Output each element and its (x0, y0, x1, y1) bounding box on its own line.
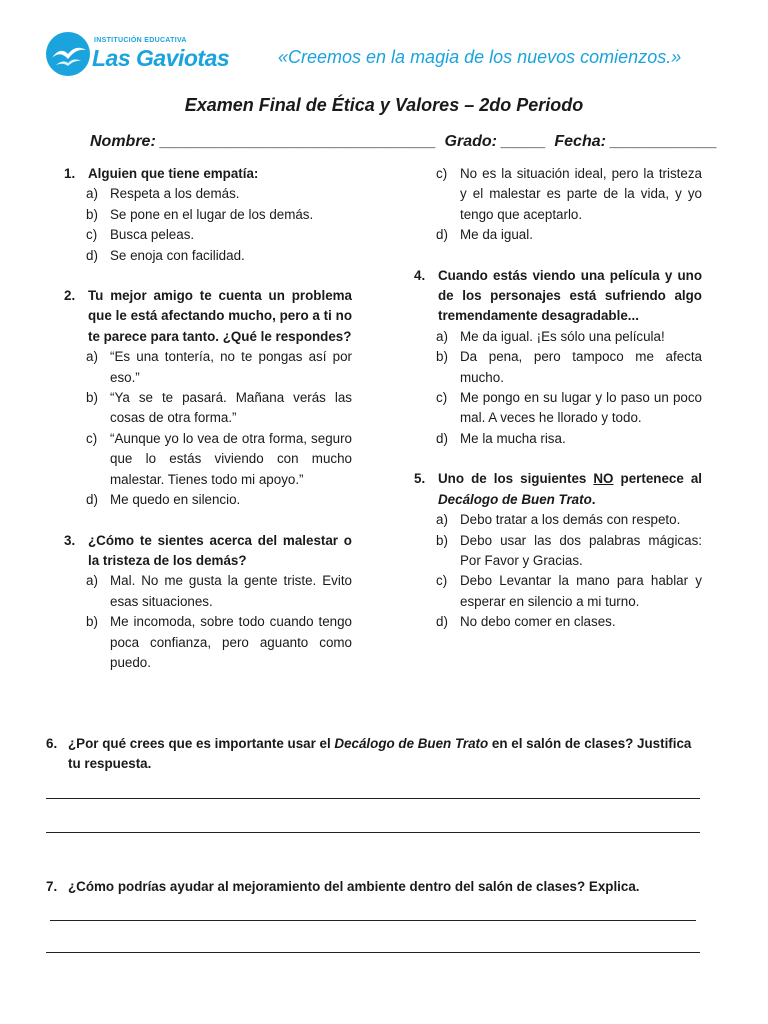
answer-option: c) No es la situación ideal, pero la tristeza y el malestar es parte de la vida, y yo tengo que aceptarlo. (436, 166, 702, 222)
answer-option: d) No debo comer en clases. (436, 614, 616, 630)
grade-field-label: Grado: _____ (444, 133, 546, 150)
question-text: ¿Por qué crees que es importante usar el Decálogo de Buen Trato en el salón de clases? Justifica tu respuesta. (68, 736, 692, 772)
answer-line[interactable] (46, 798, 700, 799)
question-number: 6. (46, 736, 58, 751)
exam-title: Examen Final de Ética y Valores – 2do Periodo (184, 95, 584, 115)
answer-option: b) Debo usar las dos palabras mágicas: Por Favor y Gracias. (436, 532, 702, 568)
answer-option: c) Debo Levantar la mano para hablar y esperar en silencio a mi turno. (436, 573, 702, 609)
question-number: 4. (414, 267, 426, 283)
left-column (64, 164, 352, 673)
question-text: Tu mejor amigo te cuenta un problema que le está afectando mucho, pero a ti no te parece para tanto. ¿Qué le respondes? (88, 288, 352, 344)
answer-option: c) “Aunque yo lo vea de otra forma, seguro que lo estás viviendo con mucho malestar. Tienes todo mi apoyo.” (86, 430, 352, 487)
name-field-label: Nombre: _______________________________ (90, 133, 437, 150)
question-text: ¿Cómo podrías ayudar al mejoramiento del ambiente dentro del salón de clases? Explica. (68, 879, 640, 894)
question-7 (46, 877, 706, 897)
question-number: 7. (46, 879, 58, 894)
school-logo (46, 30, 230, 80)
answer-option: a) Me da igual. ¡Es sólo una película! (436, 328, 665, 344)
question-number: 2. (64, 288, 76, 304)
question-3 (64, 531, 352, 572)
question-number: 3. (64, 532, 76, 548)
answer-option: a) Mal. No me gusta la gente triste. Evito esas situaciones. (86, 573, 352, 609)
answer-option: b) “Ya se te pasará. Mañana verás las cosas de otra forma.” (86, 390, 352, 426)
answer-option: d) Me quedo en silencio. (86, 492, 241, 508)
answer-option: d) Me la mucha risa. (436, 430, 566, 446)
student-info-line (90, 133, 721, 151)
answer-option: c) Busca peleas. (86, 227, 195, 243)
question-6 (46, 734, 706, 775)
seagull-logo-icon (46, 32, 90, 76)
question-1 (64, 164, 352, 184)
question-4 (414, 266, 702, 327)
answer-line[interactable] (50, 920, 696, 921)
question-5 (414, 469, 702, 510)
answer-line[interactable] (46, 952, 700, 953)
logo-subtitle: INSTITUCIÓN EDUCATIVA (94, 37, 187, 44)
question-number: 1. (64, 166, 76, 181)
answer-line[interactable] (46, 832, 700, 833)
answer-option: b) Da pena, pero tampoco me afecta mucho. (436, 349, 702, 385)
question-text: Uno de los siguientes NO pertenece al Decálogo de Buen Trato. (438, 471, 702, 507)
answer-option: c) Me pongo en su lugar y lo paso un poco mal. A veces he llorado y todo. (436, 390, 702, 426)
answer-option: a) Respeta a los demás. (86, 186, 240, 202)
date-field-label: Fecha: ____________ (554, 133, 718, 150)
question-text: Cuando estás viendo una película y uno de los personajes está sufriendo algo tremendamente desagradable... (438, 267, 702, 324)
answer-option: d) Se enoja con facilidad. (86, 247, 245, 263)
question-text: Alguien que tiene empatía: (88, 166, 259, 181)
question-text: ¿Cómo te sientes acerca del malestar o la tristeza de los demás? (88, 532, 352, 568)
answer-option: b) Se pone en el lugar de los demás. (86, 206, 314, 222)
answer-option: d) Me da igual. (436, 227, 533, 243)
question-number: 5. (414, 471, 426, 487)
answer-option: a) “Es una tontería, no te pongas así por eso.” (86, 349, 352, 385)
logo-name: Las Gaviotas (92, 45, 230, 71)
school-slogan: «Creemos en la magia de los nuevos comienzos.» (278, 47, 682, 67)
right-column (414, 164, 702, 633)
question-2 (64, 286, 352, 347)
answer-option: b) Me incomoda, sobre todo cuando tengo poca confianza, pero aguanto como puedo. (86, 614, 352, 670)
answer-option: a) Debo tratar a los demás con respeto. (436, 512, 681, 528)
